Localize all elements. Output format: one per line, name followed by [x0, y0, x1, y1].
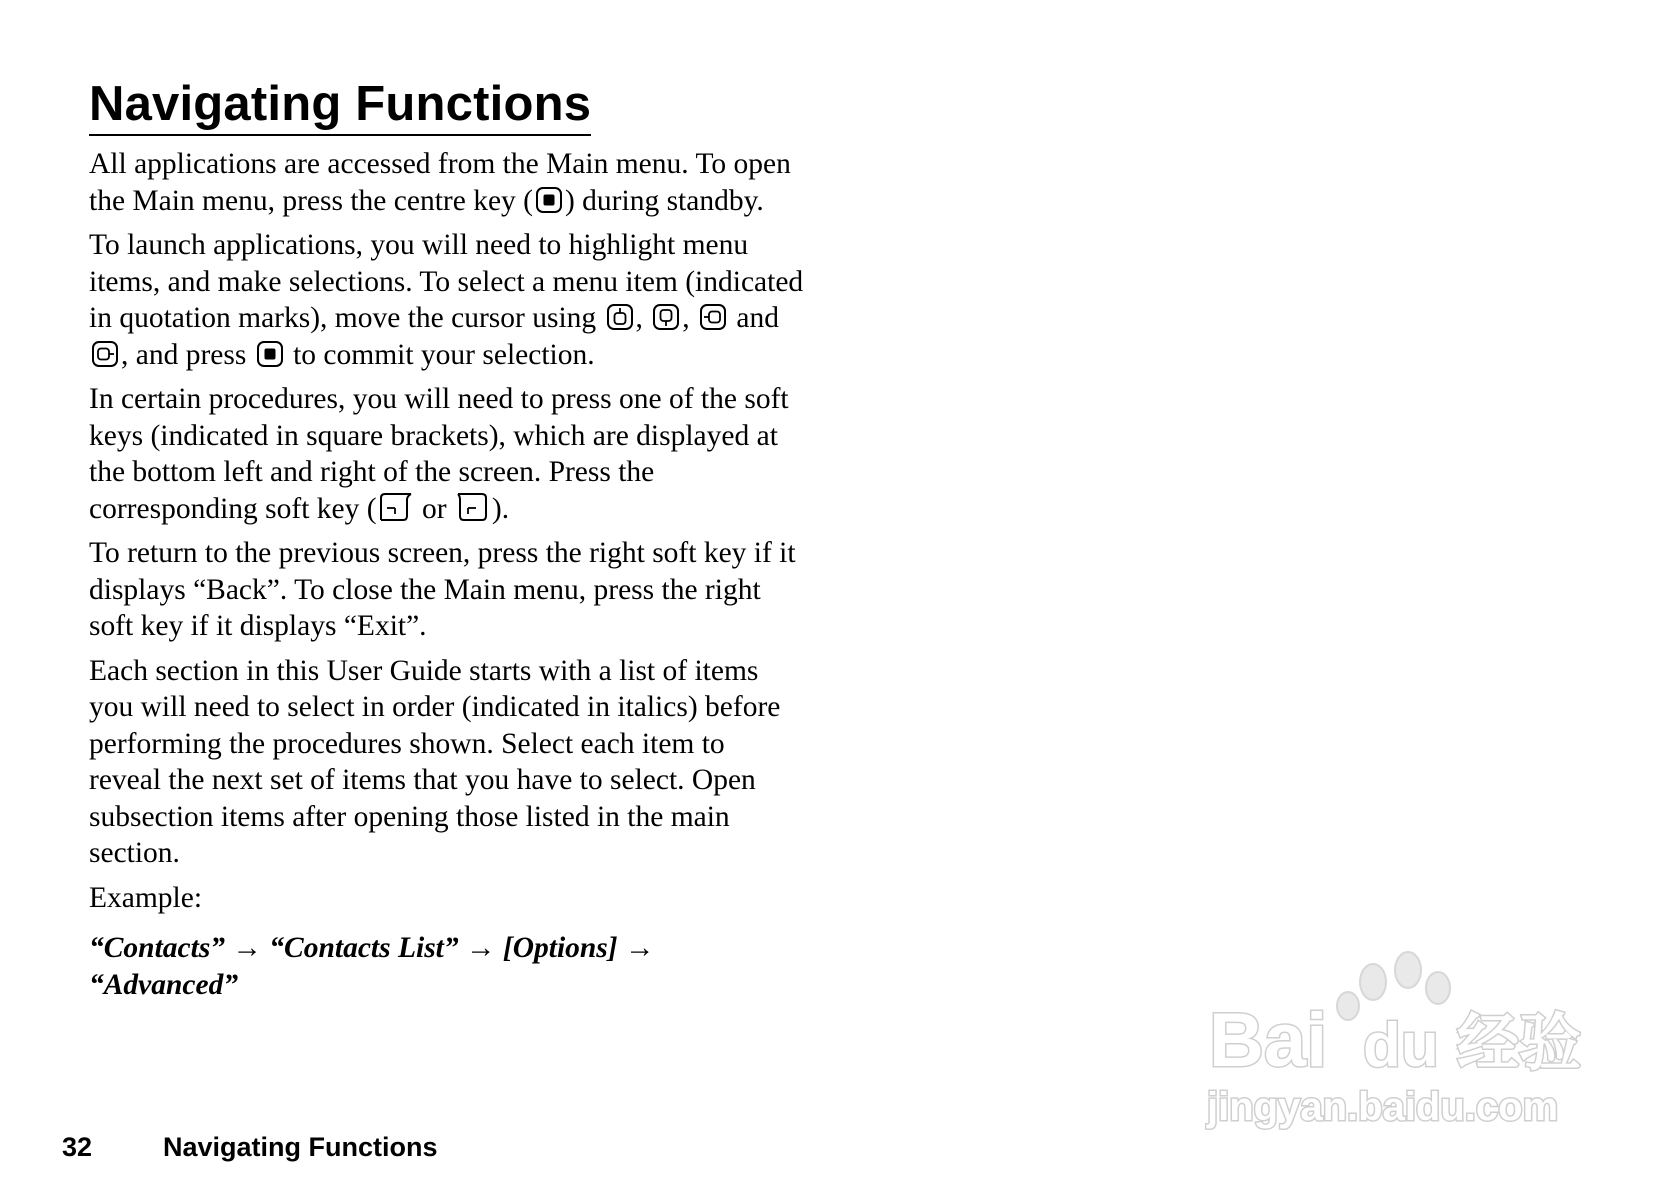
paragraph-main-menu	[89, 146, 804, 219]
right-key-icon	[91, 340, 119, 368]
baidu-watermark	[1205, 948, 1605, 1138]
body-text	[89, 146, 804, 1011]
separator-text: , and press	[121, 338, 254, 371]
centre-key-icon	[256, 340, 284, 368]
example-label: Example:	[89, 881, 203, 914]
paragraph-text: ).	[491, 492, 510, 525]
up-key-icon	[606, 303, 634, 331]
separator-text: or	[414, 492, 454, 525]
watermark-brand-right: du	[1363, 1011, 1439, 1080]
watermark-brand-left: Bai	[1209, 998, 1328, 1083]
separator-text: and	[729, 302, 779, 334]
right-softkey-icon	[456, 492, 490, 522]
left-key-icon	[699, 303, 727, 331]
example-path: “Contacts” → “Contacts List” → [Options] → “Advanced”	[89, 932, 655, 1001]
footer-page-number: 32	[62, 1132, 93, 1162]
separator-text: ,	[682, 302, 698, 334]
watermark-url: jingyan.baidu.com	[1207, 1085, 1559, 1129]
paragraph-text: In certain procedures, you will need to press one of the soft keys (indicated in square brackets), which are displayed at the bottom left and right of the screen. Press the corresponding soft key (	[89, 383, 789, 525]
paragraph-text: To launch applications, you will need to highlight menu items, and make selections. To select a menu item (indicated in quotation marks), move the cursor using	[89, 229, 804, 334]
centre-key-icon	[535, 186, 563, 214]
paragraph-launch-apps	[89, 227, 804, 373]
paragraph-text: to commit your selection.	[285, 338, 595, 371]
separator-text: ,	[635, 302, 651, 334]
baidu-paw-logo-icon	[1205, 948, 1605, 1138]
down-key-icon	[652, 303, 680, 331]
watermark-brand-cn: 经验	[1457, 1009, 1582, 1078]
left-softkey-icon	[379, 492, 413, 522]
paragraph-text: All applications are accessed from the Main menu. To open the Main menu, press the centre key (	[89, 148, 791, 217]
paragraph-text: ) during standby.	[564, 184, 764, 217]
paragraph-soft-keys	[89, 381, 804, 527]
page-title: Navigating Functions	[89, 74, 591, 136]
footer-title: Navigating Functions	[163, 1132, 438, 1162]
paragraph-return: To return to the previous screen, press the right soft key if it displays “Back”. To close the Main menu, press the right soft key if it displays “Exit”.	[89, 537, 796, 642]
paragraph-sections: Each section in this User Guide starts with a list of items you will need to select in order (indicated in italics) before performing the procedures shown. Select each item to reveal the next set of items that you have to select. Open subsection items after opening those listed in the main section.	[89, 654, 781, 869]
